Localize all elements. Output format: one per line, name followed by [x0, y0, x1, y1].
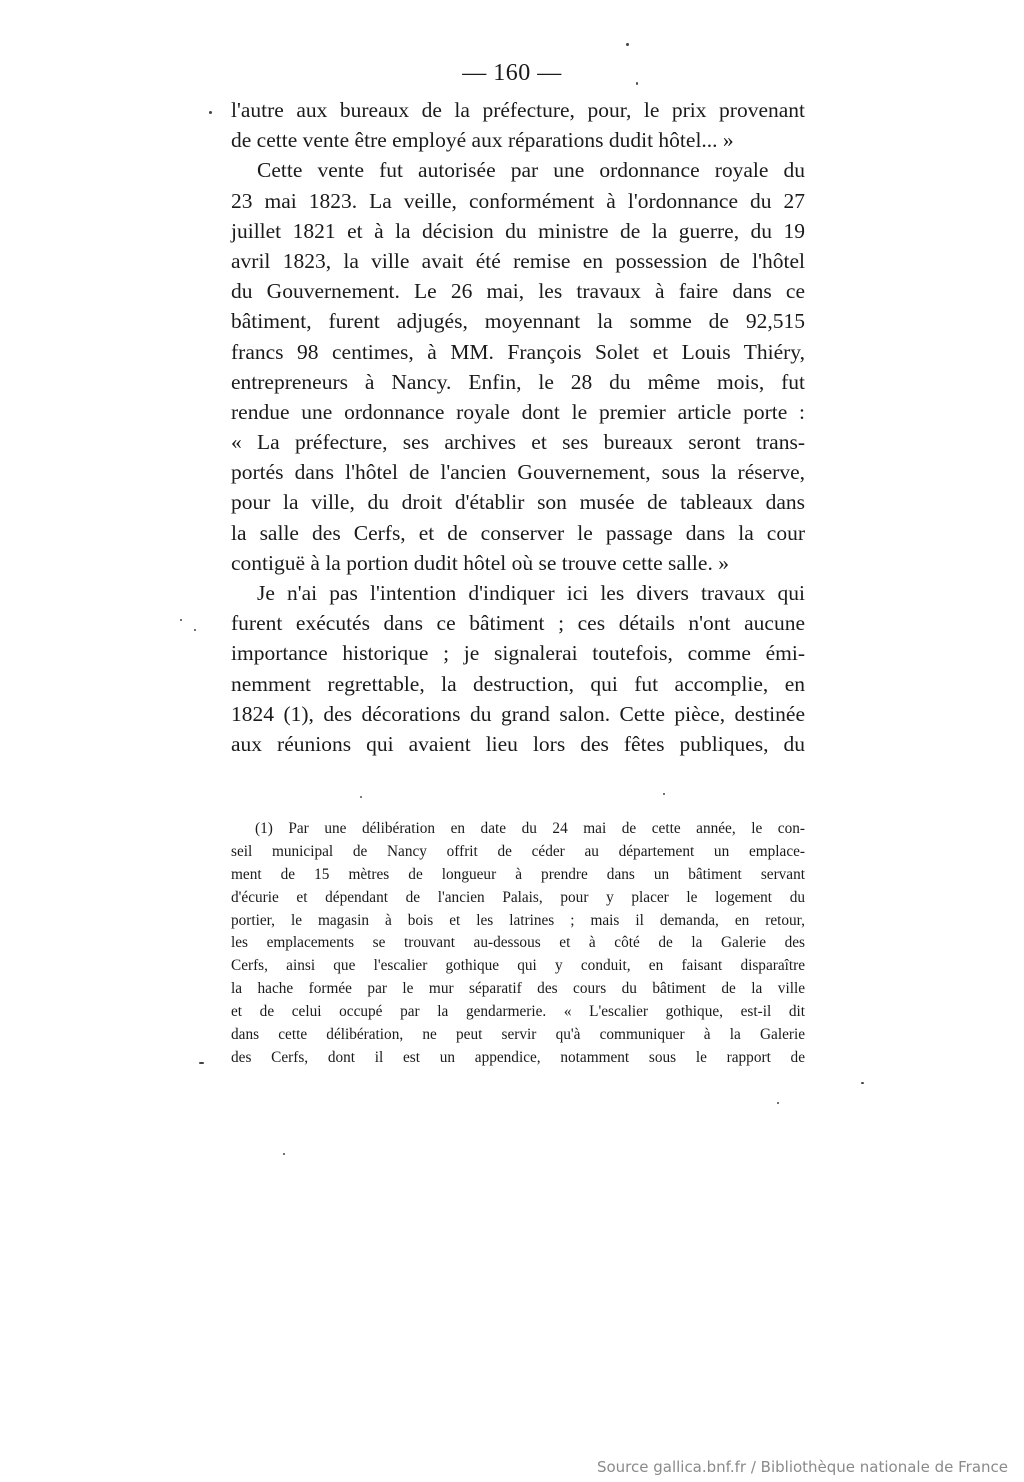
text-line: l'autre aux bureaux de la préfecture, pour, le prix provenant — [231, 98, 805, 122]
text-line: 23 mai 1823. La veille, conformément à l'ordonnance du 27 — [231, 188, 805, 213]
text-line: juillet 1821 et à la décision du ministre de la guerre, du 19 — [231, 218, 805, 243]
text-line: avril 1823, la ville avait été remise en possession de l'hôtel — [231, 248, 805, 273]
text-line: du Gouvernement. Le 26 mai, les travaux à faire dans ce — [231, 279, 805, 304]
footnote-line: des Cerfs, dont il est un appendice, notamment sous le rapport de — [231, 1048, 805, 1066]
body-text — [231, 95, 805, 759]
source-credit: Source gallica.bnf.fr / Bibliothèque nationale de France — [596, 1458, 1008, 1476]
text-line: Je n'ai pas l'intention d'indiquer ici les divers travaux qui — [257, 581, 805, 605]
footnote — [231, 818, 805, 1070]
footnote-line: les emplacements se trouvant au-dessous et à côté de la Galerie des — [231, 934, 805, 952]
scan-speck — [194, 629, 196, 631]
text-line: aux réunions qui avaient lieu lors des fêtes publiques, du — [231, 731, 805, 756]
text-line: bâtiment, furent adjugés, moyennant la somme de 92,515 — [231, 309, 805, 334]
scan-speck — [861, 1082, 864, 1084]
scan-speck — [180, 619, 182, 621]
footnote-separator — [360, 796, 362, 798]
footnote-line: ment de 15 mètres de longueur à prendre dans un bâtiment servant — [231, 865, 805, 883]
footnote-line: dans cette délibération, ne peut servir qu'à communiquer à la Galerie — [231, 1026, 805, 1044]
footnote-line: (1) Par une délibération en date du 24 mai de cette année, le con- — [255, 820, 805, 837]
scan-speck — [283, 1153, 285, 1155]
text-line: portés dans l'hôtel de l'ancien Gouvernement, sous la réserve, — [231, 460, 805, 485]
text-line: « La préfecture, ses archives et ses bureaux seront trans- — [231, 430, 805, 455]
footnote-line: Cerfs, ainsi que l'escalier gothique qui y conduit, en faisant disparaître — [231, 957, 805, 975]
footnote-line: et de celui occupé par la gendarmerie. « L'escalier gothique, est-il dit — [231, 1003, 805, 1021]
footnote-line: d'écurie et dépendant de l'ancien Palais, pour y placer le logement du — [231, 888, 805, 906]
text-line: importance historique ; je signalerai toutefois, comme émi- — [231, 641, 805, 666]
scan-speck — [199, 1062, 204, 1064]
footnote-line: portier, le magasin à bois et les latrines ; mais il demanda, en retour, — [231, 911, 805, 929]
page-number: — 160 — — [462, 60, 562, 86]
text-line: contiguë à la portion dudit hôtel où se trouve cette salle. » — [231, 550, 729, 575]
scan-speck — [209, 111, 212, 114]
text-line: pour la ville, du droit d'établir son musée de tableaux dans — [231, 490, 805, 515]
text-line: la salle des Cerfs, et de conserver le passage dans la cour — [231, 520, 805, 545]
footnote-line: la hache formée par le mur séparatif des cours du bâtiment de la ville — [231, 980, 805, 998]
scan-speck — [636, 82, 638, 85]
footnote-line: seil municipal de Nancy offrit de céder au département un emplace- — [231, 842, 805, 860]
text-line: entrepreneurs à Nancy. Enfin, le 28 du même mois, fut — [231, 369, 805, 394]
scan-speck — [626, 43, 629, 46]
text-line: nemment regrettable, la destruction, qui fut accomplie, en — [231, 671, 805, 696]
text-line: furent exécutés dans ce bâtiment ; ces détails n'ont aucune — [231, 611, 805, 636]
text-line: francs 98 centimes, à MM. François Solet et Louis Thiéry, — [231, 339, 805, 364]
text-line: de cette vente être employé aux réparations dudit hôtel... » — [231, 128, 734, 153]
scan-speck — [663, 793, 665, 795]
text-line: rendue une ordonnance royale dont le premier article porte : — [231, 399, 805, 424]
scan-speck — [777, 1102, 779, 1104]
text-line: 1824 (1), des décorations du grand salon. Cette pièce, destinée — [231, 701, 805, 726]
text-line: Cette vente fut autorisée par une ordonnance royale du — [257, 158, 805, 183]
